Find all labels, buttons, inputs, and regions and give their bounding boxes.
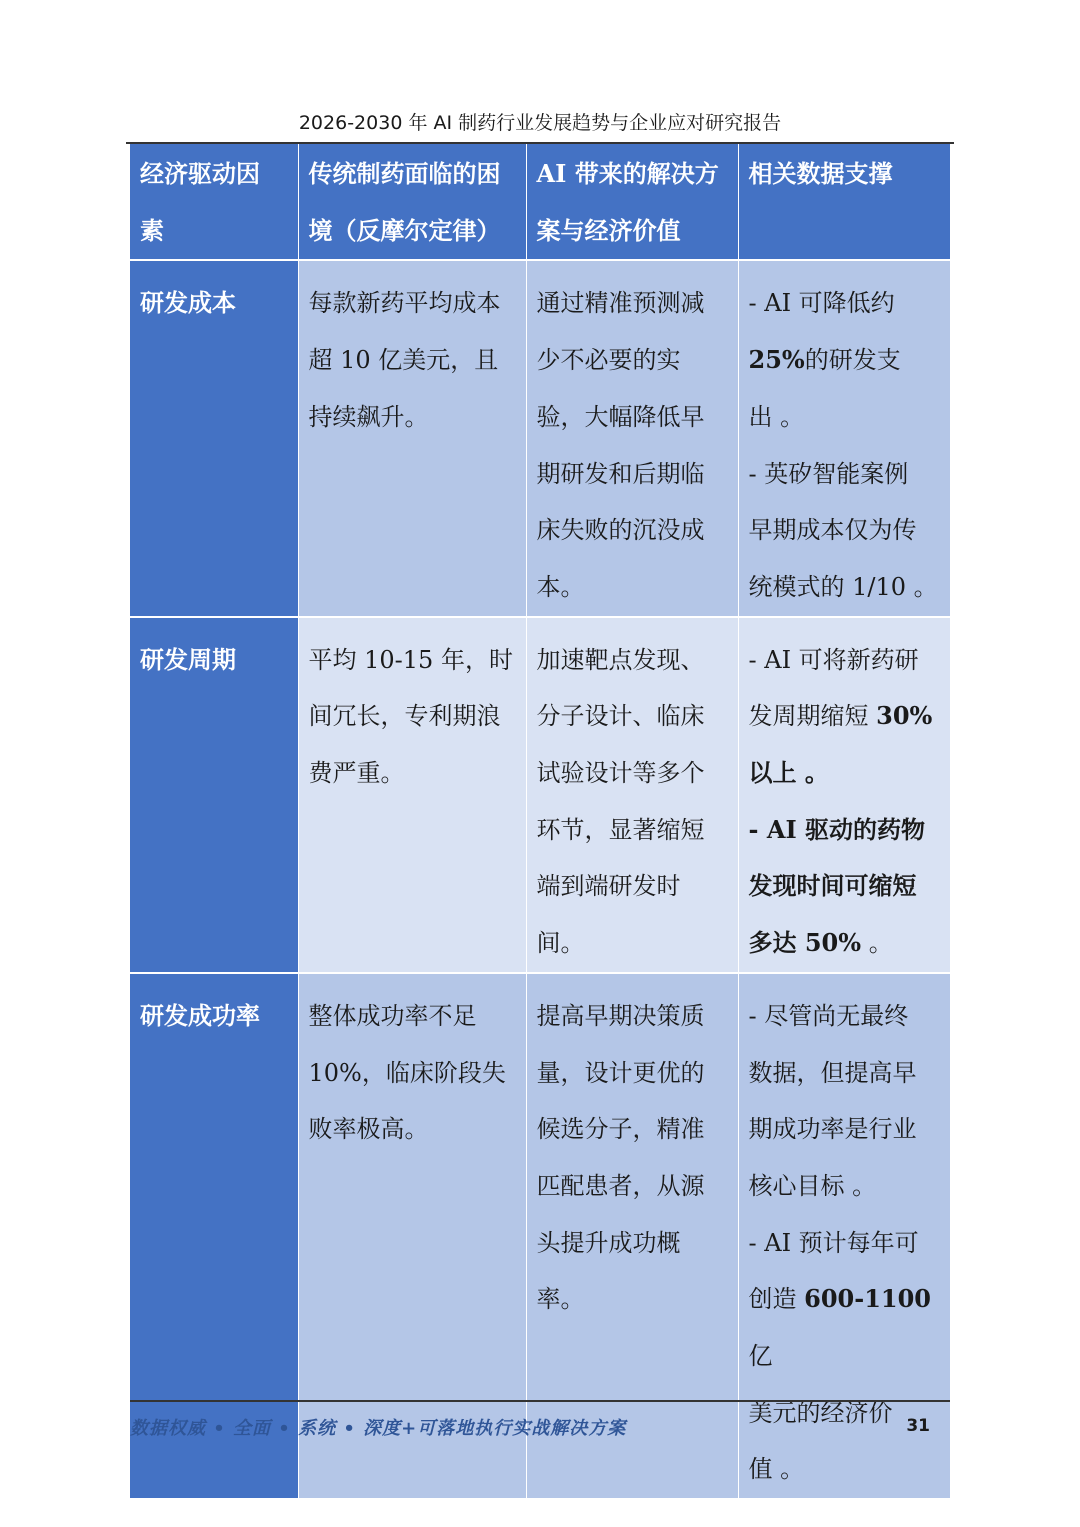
solution-line: 试验设计等多个 — [536, 759, 705, 788]
data-support-text: - 尽管尚无最终 — [748, 1001, 909, 1030]
data-support-line — [749, 988, 940, 1045]
data-support-text: 发周期缩短 — [748, 702, 877, 731]
data-support-text: 。 — [861, 929, 893, 958]
data-support-text: 核心目标 。 — [748, 1171, 877, 1200]
data-support-text: - AI 可降低约 — [748, 289, 895, 318]
challenge-line: 持续飙升。 — [308, 402, 429, 431]
data-support-line — [749, 1271, 940, 1384]
data-support-line — [749, 745, 940, 802]
data-support-text: 创造 — [748, 1285, 805, 1314]
data-support-bold-text: 发现时间可缩短 — [748, 871, 917, 901]
data-support-text: - AI 预计每年可 — [748, 1228, 919, 1257]
solution-line: 头提升成功概 — [536, 1228, 681, 1257]
column-header-line: 经济驱动因 — [140, 159, 260, 188]
data-support-text: - AI 可将新药研 — [748, 645, 919, 674]
challenge-line: 超 10 亿美元，且 — [308, 346, 499, 375]
table-row — [130, 617, 950, 973]
solution-line: 量，设计更优的 — [536, 1058, 705, 1087]
column-header-line: 素 — [140, 215, 164, 245]
data-support-text: 的研发支 — [804, 346, 901, 375]
economic-drivers-table — [130, 144, 951, 1498]
data-support-line — [749, 275, 940, 332]
data-support-line — [749, 1045, 940, 1102]
data-support-line — [749, 915, 940, 972]
data-support-bold-text: 以上 。 — [748, 758, 829, 788]
data-support-bold-text: 多达 50% — [748, 928, 862, 958]
solution-line: 本。 — [536, 572, 585, 601]
data-support-text: 出 。 — [748, 402, 805, 431]
column-header-line: 境（反摩尔定律） — [308, 215, 501, 245]
solution-line: 率。 — [536, 1285, 585, 1314]
data-support-line — [749, 502, 940, 559]
column-header — [298, 144, 526, 260]
page-number: 31 — [906, 1416, 930, 1436]
header-row — [130, 144, 950, 260]
column-header-line: 传统制药面临的困 — [308, 159, 501, 188]
data-support-text: 值 。 — [748, 1455, 805, 1484]
column-header — [738, 144, 950, 260]
challenge-cell — [298, 260, 526, 616]
factor-cell: 研发周期 — [130, 617, 298, 973]
column-header-line: AI 带来的解决方 — [536, 159, 719, 188]
table-header — [130, 144, 950, 260]
solution-cell — [526, 617, 738, 973]
challenge-line: 费严重。 — [308, 759, 405, 788]
solution-line: 床失败的沉没成 — [536, 516, 705, 545]
data-support-cell — [738, 260, 950, 616]
solution-line: 期研发和后期临 — [536, 459, 705, 488]
report-title: 2026-2030 年 AI 制药行业发展趋势与企业应对研究报告 — [298, 112, 782, 134]
factor-cell: 研发成本 — [130, 260, 298, 616]
data-support-line — [749, 1158, 940, 1215]
data-support-line — [749, 389, 940, 446]
table-row — [130, 260, 950, 616]
data-support-line — [749, 1101, 940, 1158]
data-support-text: 亿 — [748, 1342, 773, 1371]
solution-cell — [526, 260, 738, 616]
data-support-text: 早期成本仅为传 — [748, 516, 917, 545]
data-support-text: 美元的经济价 — [748, 1398, 893, 1427]
solution-line: 验，大幅降低早 — [536, 402, 705, 431]
data-support-bold-text: 600-1100 — [804, 1284, 931, 1314]
data-support-text: 数据，但提高早 — [748, 1058, 917, 1087]
data-support-line — [749, 1215, 940, 1272]
data-support-text: - 英矽智能案例 — [748, 459, 909, 488]
column-header — [130, 144, 298, 260]
challenge-cell — [298, 617, 526, 973]
data-support-line — [749, 332, 940, 389]
challenge-line: 平均 10-15 年，时 — [308, 645, 513, 674]
data-support-line — [749, 802, 940, 859]
data-support-line — [749, 559, 940, 616]
page-header — [126, 108, 954, 144]
solution-line: 间。 — [536, 929, 585, 958]
solution-line: 端到端研发时 — [536, 872, 681, 901]
solution-line: 加速靶点发现、 — [536, 645, 705, 674]
solution-line: 候选分子，精准 — [536, 1115, 705, 1144]
data-support-bold-text: 25% — [748, 345, 805, 375]
challenge-line: 每款新药平均成本 — [308, 289, 501, 318]
data-support-bold-text: 30% — [876, 701, 933, 731]
column-header — [526, 144, 738, 260]
data-support-line — [749, 858, 940, 915]
solution-line: 少不必要的实 — [536, 346, 681, 375]
data-support-line — [749, 1441, 940, 1498]
data-support-line — [749, 446, 940, 503]
page-footer — [130, 1400, 950, 1446]
solution-line: 分子设计、临床 — [536, 702, 705, 731]
solution-line: 提高早期决策质 — [536, 1001, 705, 1030]
data-support-line — [749, 632, 940, 689]
data-support-bold-text: - AI 驱动的药物 — [748, 814, 926, 844]
challenge-line: 整体成功率不足 — [308, 1001, 477, 1030]
challenge-line: 间冗长，专利期浪 — [308, 702, 501, 731]
data-support-text: 期成功率是行业 — [748, 1115, 917, 1144]
table-body — [130, 260, 950, 1498]
challenge-line: 败率极高。 — [308, 1115, 429, 1144]
solution-line: 匹配患者，从源 — [536, 1171, 705, 1200]
challenge-line: 10%，临床阶段失 — [308, 1058, 506, 1087]
column-header-line: 案与经济价值 — [536, 215, 681, 245]
data-support-line — [749, 688, 940, 745]
data-support-text: 统模式的 1/10 。 — [748, 572, 938, 601]
solution-line: 通过精准预测减 — [536, 289, 705, 318]
data-support-cell — [738, 617, 950, 973]
column-header-line: 相关数据支撑 — [748, 159, 893, 188]
factor-cell: 研发成功率 — [130, 973, 298, 1498]
solution-line: 环节，显著缩短 — [536, 815, 705, 844]
footer-slogan: 数据权威 • 全面 • 系统 • 深度+可落地执行实战解决方案 — [130, 1418, 627, 1439]
